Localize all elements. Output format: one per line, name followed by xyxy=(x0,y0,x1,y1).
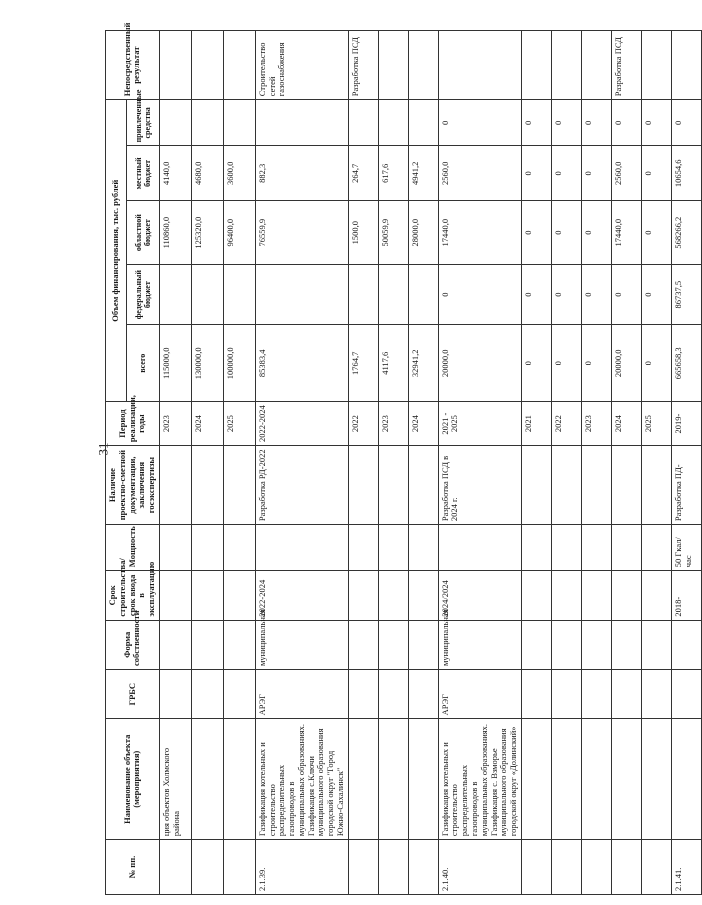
cell-capacity xyxy=(611,525,641,571)
cell-num xyxy=(408,840,438,895)
cell-period: 2025 xyxy=(641,402,671,446)
cell-total: 115000,0 xyxy=(159,325,191,402)
cell-term xyxy=(641,571,671,620)
header-regional: областной бюджет xyxy=(126,201,159,265)
cell-form xyxy=(159,620,191,669)
cell-result xyxy=(671,31,701,100)
cell-docs: Разработка ПД- xyxy=(671,446,701,525)
cell-local: 0 xyxy=(581,146,611,201)
header-docs: Наличие проектно-сметной документации, заключения госэкспертизы xyxy=(106,446,160,525)
cell-federal: 0 xyxy=(611,264,641,324)
header-financing: Объем финансирования, тыс. рублей xyxy=(106,100,127,402)
cell-num: 2.1.39. xyxy=(255,840,348,895)
table-row xyxy=(191,31,223,895)
header-num: № пп. xyxy=(106,840,160,895)
cell-local: 4680,0 xyxy=(191,146,223,201)
cell-local: 3600,0 xyxy=(223,146,255,201)
cell-grbs xyxy=(641,669,671,718)
cell-form: муниципальная xyxy=(438,620,521,669)
cell-federal: 0 xyxy=(581,264,611,324)
cell-name: Газификация котельных и строительство распределительных газопроводов в муниципальных образованиях. Газификация с. Взморье муниципального образования городской округ «Долинский» xyxy=(438,719,521,840)
financing-table-container xyxy=(105,22,693,895)
cell-regional: 568266,2 xyxy=(671,201,701,265)
financing-table xyxy=(105,22,702,895)
cell-federal: 0 xyxy=(641,264,671,324)
cell-term: 2024/2024 xyxy=(438,571,521,620)
header-name: Наименование объекта (мероприятия) xyxy=(106,719,160,840)
cell-term xyxy=(408,571,438,620)
cell-attracted xyxy=(378,100,408,146)
cell-num xyxy=(581,840,611,895)
table-row xyxy=(255,31,348,895)
cell-capacity xyxy=(255,525,348,571)
cell-grbs xyxy=(611,669,641,718)
cell-name: ция объектов Холмского района xyxy=(159,719,191,840)
cell-grbs xyxy=(551,669,581,718)
cell-regional: 125320,0 xyxy=(191,201,223,265)
cell-capacity xyxy=(378,525,408,571)
cell-form xyxy=(581,620,611,669)
cell-attracted: 0 xyxy=(438,100,521,146)
cell-total: 20000,0 xyxy=(611,325,641,402)
cell-local: 617,6 xyxy=(378,146,408,201)
cell-docs xyxy=(408,446,438,525)
cell-period: 2023 xyxy=(159,402,191,446)
cell-name xyxy=(223,719,255,840)
cell-attracted xyxy=(223,100,255,146)
cell-form xyxy=(671,620,701,669)
cell-num xyxy=(191,840,223,895)
cell-docs xyxy=(521,446,551,525)
cell-total: 100000,0 xyxy=(223,325,255,402)
cell-regional: 0 xyxy=(581,201,611,265)
cell-federal xyxy=(223,264,255,324)
cell-attracted: 0 xyxy=(611,100,641,146)
cell-num xyxy=(611,840,641,895)
cell-total: 0 xyxy=(581,325,611,402)
cell-grbs xyxy=(191,669,223,718)
cell-total: 0 xyxy=(641,325,671,402)
cell-term xyxy=(521,571,551,620)
cell-grbs xyxy=(378,669,408,718)
cell-local: 882,3 xyxy=(255,146,348,201)
cell-name xyxy=(671,719,701,840)
cell-docs xyxy=(378,446,408,525)
cell-local: 0 xyxy=(551,146,581,201)
cell-name xyxy=(611,719,641,840)
cell-num xyxy=(223,840,255,895)
header-form: Форма собственности xyxy=(106,620,160,669)
page-number: 31 xyxy=(95,442,110,456)
cell-term xyxy=(581,571,611,620)
cell-attracted: 0 xyxy=(641,100,671,146)
cell-local: 2560,0 xyxy=(438,146,521,201)
cell-total: 4117,6 xyxy=(378,325,408,402)
cell-grbs xyxy=(348,669,378,718)
cell-form xyxy=(348,620,378,669)
table-row xyxy=(408,31,438,895)
cell-regional: 0 xyxy=(641,201,671,265)
cell-term: 2018- xyxy=(671,571,701,620)
cell-name: Газификация котельных и строительство распределительных газопроводов в муниципальных образованиях. Газификация с.Ключи муниципального образования городской округ "Город Южно-Сахалинск" xyxy=(255,719,348,840)
table-row xyxy=(378,31,408,895)
cell-result: Разработка ПСД xyxy=(348,31,378,100)
cell-total: 130000,0 xyxy=(191,325,223,402)
cell-docs xyxy=(551,446,581,525)
table-row xyxy=(348,31,378,895)
table-body xyxy=(159,31,701,895)
cell-period: 2019- xyxy=(671,402,701,446)
cell-regional: 17440,0 xyxy=(611,201,641,265)
cell-federal xyxy=(255,264,348,324)
cell-form xyxy=(378,620,408,669)
cell-attracted xyxy=(408,100,438,146)
cell-term xyxy=(378,571,408,620)
header-row-1 xyxy=(106,31,127,895)
cell-regional: 17440,0 xyxy=(438,201,521,265)
cell-result xyxy=(378,31,408,100)
table-row xyxy=(438,31,521,895)
cell-term: 2022-2024 xyxy=(255,571,348,620)
cell-federal: 86737,5 xyxy=(671,264,701,324)
cell-attracted xyxy=(159,100,191,146)
cell-docs xyxy=(611,446,641,525)
cell-name xyxy=(581,719,611,840)
header-local: местный бюджет xyxy=(126,146,159,201)
cell-capacity xyxy=(581,525,611,571)
cell-regional: 28000,0 xyxy=(408,201,438,265)
cell-docs xyxy=(348,446,378,525)
table-row xyxy=(159,31,191,895)
table-row xyxy=(641,31,671,895)
cell-attracted: 0 xyxy=(521,100,551,146)
cell-period: 2024 xyxy=(408,402,438,446)
cell-docs: Разработка ПСД в 2024 г. xyxy=(438,446,521,525)
header-federal: федеральный бюджет xyxy=(126,264,159,324)
cell-docs xyxy=(641,446,671,525)
cell-num xyxy=(521,840,551,895)
cell-total: 85383,4 xyxy=(255,325,348,402)
cell-total: 0 xyxy=(521,325,551,402)
cell-local: 2560,0 xyxy=(611,146,641,201)
cell-total: 20000,0 xyxy=(438,325,521,402)
cell-num xyxy=(348,840,378,895)
cell-result: Строительство сетей газоснабжения xyxy=(255,31,348,100)
cell-num: 2.1.40. xyxy=(438,840,521,895)
cell-term xyxy=(348,571,378,620)
cell-regional: 0 xyxy=(551,201,581,265)
cell-form: муниципальная xyxy=(255,620,348,669)
cell-docs xyxy=(159,446,191,525)
cell-num xyxy=(551,840,581,895)
cell-term xyxy=(191,571,223,620)
cell-period: 2023 xyxy=(378,402,408,446)
cell-name xyxy=(408,719,438,840)
cell-local: 264,7 xyxy=(348,146,378,201)
cell-grbs xyxy=(521,669,551,718)
cell-num xyxy=(159,840,191,895)
header-total: всего xyxy=(126,325,159,402)
cell-local: 0 xyxy=(521,146,551,201)
cell-grbs: АРЭГ xyxy=(255,669,348,718)
cell-num xyxy=(641,840,671,895)
cell-name xyxy=(378,719,408,840)
cell-grbs xyxy=(408,669,438,718)
cell-period: 2022 xyxy=(348,402,378,446)
cell-federal: 0 xyxy=(521,264,551,324)
cell-capacity xyxy=(438,525,521,571)
header-term: Срок строительства/срок ввода в эксплуатацию xyxy=(106,571,160,620)
cell-result: Разработка ПСД xyxy=(611,31,641,100)
cell-docs xyxy=(191,446,223,525)
cell-result xyxy=(581,31,611,100)
cell-name xyxy=(191,719,223,840)
cell-regional: 0 xyxy=(521,201,551,265)
cell-capacity: 50 Гкал/час xyxy=(671,525,701,571)
cell-capacity xyxy=(408,525,438,571)
cell-form xyxy=(408,620,438,669)
cell-local: 10654,6 xyxy=(671,146,701,201)
cell-docs: Разработка РД-2022 xyxy=(255,446,348,525)
cell-result xyxy=(159,31,191,100)
cell-attracted: 0 xyxy=(581,100,611,146)
header-result: Непосредственный результат xyxy=(106,31,160,100)
cell-name xyxy=(521,719,551,840)
cell-form xyxy=(521,620,551,669)
cell-regional: 110860,0 xyxy=(159,201,191,265)
cell-federal: 0 xyxy=(551,264,581,324)
cell-capacity xyxy=(348,525,378,571)
cell-capacity xyxy=(521,525,551,571)
cell-federal xyxy=(348,264,378,324)
cell-name xyxy=(348,719,378,840)
cell-form xyxy=(551,620,581,669)
cell-capacity xyxy=(159,525,191,571)
cell-attracted: 0 xyxy=(551,100,581,146)
cell-federal xyxy=(378,264,408,324)
cell-period: 2025 xyxy=(223,402,255,446)
cell-docs xyxy=(581,446,611,525)
cell-federal xyxy=(159,264,191,324)
cell-result xyxy=(191,31,223,100)
header-attracted: привлеченные средства xyxy=(126,100,159,146)
cell-result xyxy=(521,31,551,100)
table-row xyxy=(581,31,611,895)
cell-result xyxy=(408,31,438,100)
table-row xyxy=(671,31,701,895)
cell-result xyxy=(438,31,521,100)
cell-result xyxy=(641,31,671,100)
cell-num: 2.1.41. xyxy=(671,840,701,895)
cell-capacity xyxy=(191,525,223,571)
cell-period: 2023 xyxy=(581,402,611,446)
table-row xyxy=(223,31,255,895)
header-grbs: ГРБС xyxy=(106,669,160,718)
cell-capacity xyxy=(223,525,255,571)
cell-num xyxy=(378,840,408,895)
cell-local: 4140,0 xyxy=(159,146,191,201)
cell-regional: 50059,9 xyxy=(378,201,408,265)
cell-form xyxy=(611,620,641,669)
cell-name xyxy=(551,719,581,840)
cell-period: 2021 - 2025 xyxy=(438,402,521,446)
cell-grbs xyxy=(581,669,611,718)
cell-form xyxy=(223,620,255,669)
cell-attracted xyxy=(191,100,223,146)
cell-capacity xyxy=(641,525,671,571)
cell-grbs xyxy=(223,669,255,718)
cell-capacity xyxy=(551,525,581,571)
cell-form xyxy=(641,620,671,669)
cell-result xyxy=(551,31,581,100)
table-row xyxy=(521,31,551,895)
header-capacity: Мощность xyxy=(106,525,160,571)
cell-period: 2024 xyxy=(611,402,641,446)
cell-period: 2022 xyxy=(551,402,581,446)
cell-attracted xyxy=(255,100,348,146)
cell-attracted: 0 xyxy=(671,100,701,146)
cell-regional: 76559,9 xyxy=(255,201,348,265)
cell-term xyxy=(159,571,191,620)
cell-grbs: АРЭГ xyxy=(438,669,521,718)
cell-docs xyxy=(223,446,255,525)
cell-term xyxy=(611,571,641,620)
cell-regional: 1500,0 xyxy=(348,201,378,265)
cell-total: 1764,7 xyxy=(348,325,378,402)
cell-term xyxy=(223,571,255,620)
cell-local: 4941,2 xyxy=(408,146,438,201)
cell-attracted xyxy=(348,100,378,146)
table-row xyxy=(551,31,581,895)
cell-period: 2021 xyxy=(521,402,551,446)
cell-total: 665658,3 xyxy=(671,325,701,402)
cell-federal: 0 xyxy=(438,264,521,324)
cell-local: 0 xyxy=(641,146,671,201)
cell-result xyxy=(223,31,255,100)
cell-federal xyxy=(191,264,223,324)
table-row xyxy=(611,31,641,895)
cell-period: 2022-2024 xyxy=(255,402,348,446)
cell-grbs xyxy=(671,669,701,718)
cell-total: 32941,2 xyxy=(408,325,438,402)
cell-term xyxy=(551,571,581,620)
cell-name xyxy=(641,719,671,840)
cell-federal xyxy=(408,264,438,324)
cell-period: 2024 xyxy=(191,402,223,446)
cell-form xyxy=(191,620,223,669)
cell-regional: 96400,0 xyxy=(223,201,255,265)
header-period: Период реализации, годы xyxy=(106,402,160,446)
cell-total: 0 xyxy=(551,325,581,402)
cell-grbs xyxy=(159,669,191,718)
